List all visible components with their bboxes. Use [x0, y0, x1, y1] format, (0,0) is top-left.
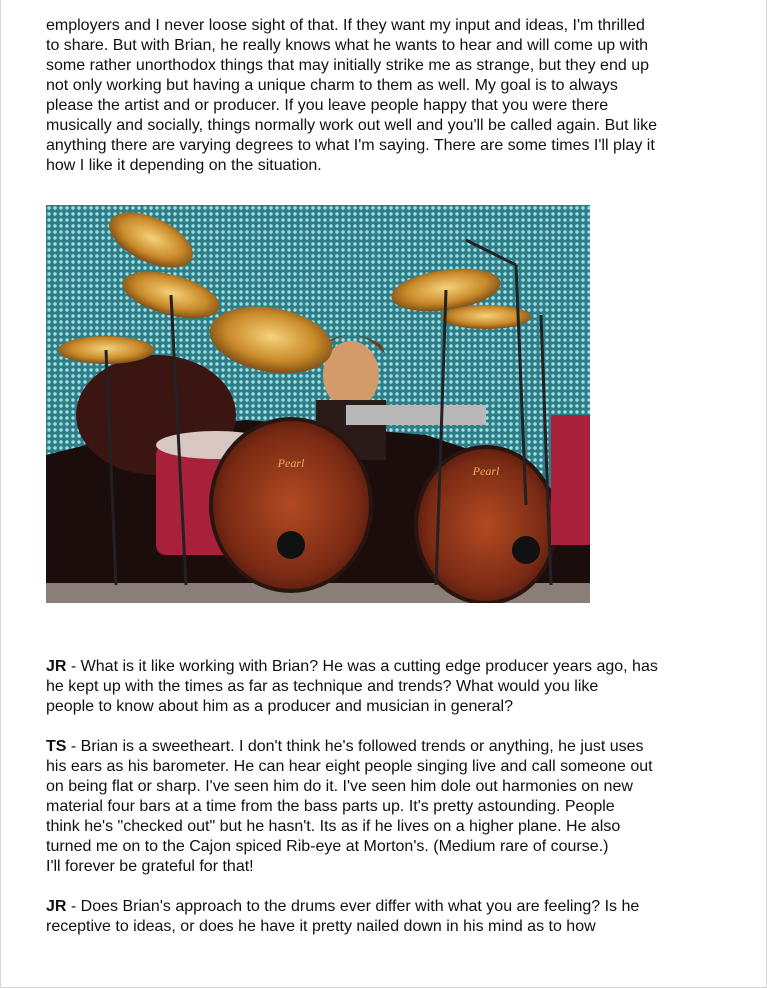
text-line: to share. But with Brian, he really knows what he wants to hear and will come up with [46, 37, 649, 54]
qa-question-1 [46, 657, 736, 717]
qa-first-line [46, 657, 736, 677]
text-line: people to know about him as a producer and musician in general? [46, 698, 513, 715]
intro-paragraph [46, 16, 736, 176]
speaker-label: TS [46, 738, 67, 755]
text-line: how I like it depending on the situation. [46, 157, 322, 174]
text-line: his ears as his barometer. He can hear eight people singing live and call someone out [46, 758, 653, 775]
text-line: not only working but having a unique charm to them as well. My goal is to always [46, 77, 618, 94]
text-line: I'll forever be grateful for that! [46, 858, 254, 875]
text-line: employers and I never loose sight of that. If they want my input and ideas, I'm thrilled [46, 17, 645, 34]
drum-logo-left: Pearl [277, 456, 305, 470]
qa-first-line [46, 897, 736, 917]
qa-text: - What is it like working with Brian? He was a cutting edge producer years ago, has [66, 658, 658, 675]
text-line: anything there are varying degrees to what I'm saying. There are some times I'll play it [46, 137, 655, 154]
speaker-label: JR [46, 898, 67, 915]
qa-question-2 [46, 897, 736, 937]
text-line: receptive to ideas, or does he have it pretty nailed down in his mind as to how [46, 918, 596, 935]
drum-logo-right: Pearl [472, 464, 500, 478]
qa-first-line [46, 737, 736, 757]
text-line: material four bars at a time from the bass parts up. It's pretty astounding. People [46, 798, 615, 815]
qa-answer-1 [46, 737, 736, 877]
text-line: please the artist and or producer. If you leave people happy that you were there [46, 97, 609, 114]
text-line: on being flat or sharp. I've seen him do it. I've seen him dole out harmonies on new [46, 778, 633, 795]
text-line: turned me on to the Cajon spiced Rib-eye at Morton's. (Medium rare of course.) [46, 838, 609, 855]
speaker-label: JR [46, 658, 67, 675]
drummer-photo [46, 205, 590, 603]
text-line: he kept up with the times as far as technique and trends? What would you like [46, 678, 599, 695]
qa-text: - Brian is a sweetheart. I don't think he's followed trends or anything, he just uses [66, 738, 644, 755]
text-line: musically and socially, things normally work out well and you'll be called again. But like [46, 117, 658, 134]
qa-text: - Does Brian's approach to the drums ever differ with what you are feeling? Is he [66, 898, 640, 915]
text-line: some rather unorthodox things that may initially strike me as strange, but they end up [46, 57, 649, 74]
text-line: think he's "checked out" but he hasn't. Its as if he lives on a higher plane. He also [46, 818, 621, 835]
